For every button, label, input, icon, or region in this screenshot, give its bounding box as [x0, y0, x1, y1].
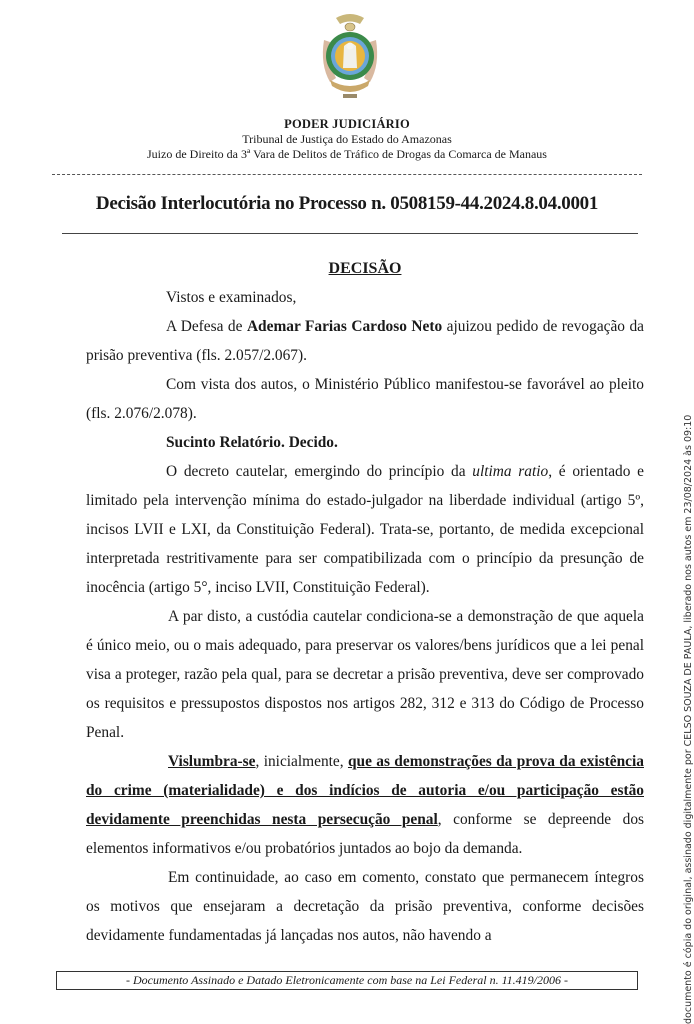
paragraph-defesa-text-b: ajuizou pedido de revogação da prisão preventiva (fls. 2.057/2.067).	[86, 318, 645, 364]
paragraph-decreto-text-b: , é orientado e limitado pela intervenção mínima do estado-julgador na liberdade individual (artigo 5º, incisos LVII e LXI, da Constituição Federal). Trata-se, portanto, de medida excepcional interpretada restritivamente para ser compatibilizada com o princípio da presunção de inocência (artigo 5°, inciso LVII, Constituição Federal).	[86, 463, 644, 596]
document-title: Decisão Interlocutória no Processo n. 0508159-44.2024.8.04.0001	[95, 193, 599, 214]
decision-heading-wrap	[86, 254, 644, 283]
decision-heading: DECISÃO	[328, 260, 402, 277]
header-juizo: Juizo de Direito da 3ª Vara de Delitos de Tráfico de Drogas da Comarca de Manaus	[147, 147, 547, 161]
paragraph-relatorio: Sucinto Relatório. Decido.	[166, 434, 338, 451]
coat-of-arms-icon	[316, 10, 384, 110]
header-tribunal: Tribunal de Justiça do Estado do Amazonas	[242, 132, 452, 146]
paragraph-vislumbra-text-d: , conforme se depreende dos elementos informativos e/ou probatórios juntados ao bojo da demanda.	[86, 811, 644, 857]
paragraph-defesa-text-a: A Defesa de	[166, 318, 247, 335]
document-body	[86, 254, 644, 950]
header-poder-judiciario: PODER JUDICIÁRIO	[284, 117, 410, 131]
footer-signature-note: - Documento Assinado e Datado Eletronicamente com base na Lei Federal n. 11.419/2006 -	[56, 971, 638, 990]
paragraph-vistos: Vistos e examinados,	[166, 289, 297, 306]
paragraph-continuidade: Em continuidade, ao caso em comento, constato que permanecem íntegros os motivos que ensejaram a decretação da prisão preventiva, conforme decisões devidamente fundamentadas já lançadas nos autos, não havendo a	[86, 869, 644, 944]
paragraph-ministerio-publico: Com vista dos autos, o Ministério Público manifestou-se favorável ao pleito (fls. 2.076/2.078).	[86, 376, 644, 422]
paragraph-decreto-text-a: O decreto cautelar, emergindo do princípio da	[166, 463, 473, 480]
paragraph-defesa	[86, 312, 644, 370]
defendant-name: Ademar Farias Cardoso Neto	[246, 318, 443, 335]
paragraph-vislumbra	[86, 747, 644, 863]
paragraph-decreto-cautelar	[86, 457, 644, 602]
ultima-ratio: ultima ratio	[472, 463, 549, 480]
header-divider	[52, 174, 642, 175]
paragraph-vislumbra-emphasis: que as demonstrações da prova da existência do crime (materialidade) e dos indícios de autoria e/ou participação estão devidamente preenchidas nesta persecução penal	[86, 753, 644, 828]
side-watermark: documento é cópia do original, assinado digitalmente por CELSO SOUZA DE PAULA, liberado nos autos em 23/08/2024 às 09:10	[683, 414, 694, 1024]
paragraph-custodia: A par disto, a custódia cautelar condiciona-se a demonstração de que aquela é único meio, ou o mais adequado, para preservar os valores/bens jurídicos que a lei penal visa a proteger, razão pela qual, para se decretar a prisão preventiva, deve ser comprovado os requisitos e pressupostos dispostos nos artigos 282, 312 e 313 do Código de Processo Penal.	[86, 608, 644, 741]
title-divider	[62, 233, 638, 234]
paragraph-vislumbra-text-b: , inicialmente,	[255, 753, 348, 770]
vislumbra-se: Vislumbra-se	[168, 753, 256, 770]
